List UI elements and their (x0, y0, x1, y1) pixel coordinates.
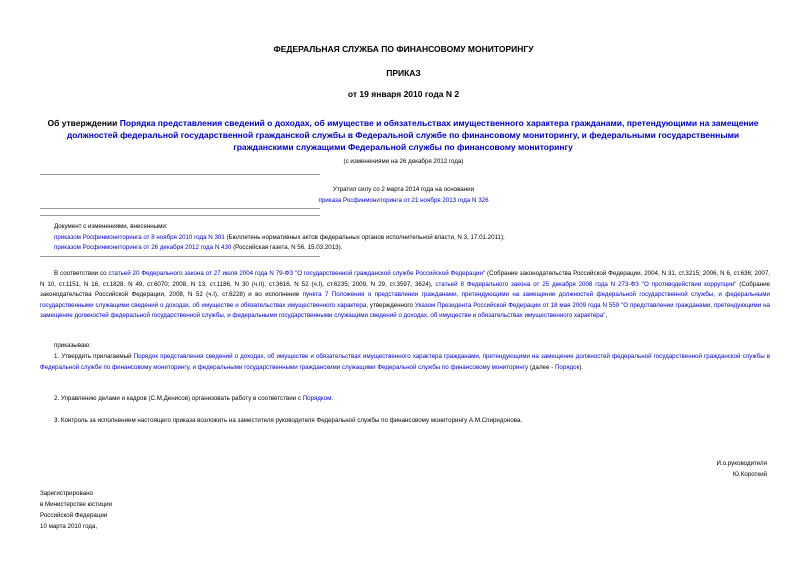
doc-date-number: от 19 января 2010 года N 2 (347, 89, 460, 99)
item-text: 2. Управлению делами и кадров (С.М.Денисов) организовать работу в соответствии с (54, 395, 303, 402)
amendment-link[interactable]: приказом Росфинмониторинга от 26 декабря 2012 года N 430 (54, 244, 232, 251)
procedure-link[interactable]: Порядок представления сведений о доходах, об имуществе и обязательствах имущественного характера гражданами, претендующими на замещение должностей федеральной государственной гражданской службы в Федеральной службе по финансовому мониторингу, и федеральными государственными гражданскими служащими Федеральной службы по финансовому мониторингу (40, 353, 771, 371)
item-text: 1. Утвердить прилагаемый (54, 353, 134, 360)
law-link[interactable]: статьей 20 Федерального закона от 27 июля 2004 года N 79-ФЗ "О государственной гражданской службе Российской Федерации" (108, 270, 486, 277)
changes-note: (с изменениями на 26 декабря 2012 года) (343, 158, 464, 165)
signer-position: И.о.руководителя (716, 460, 767, 467)
preamble-text: В соответствии со (54, 270, 109, 277)
divider (40, 174, 320, 175)
order-item-1 (40, 352, 770, 373)
registration-line: Российской Федерации (40, 512, 108, 519)
order-word: приказываю: (54, 342, 91, 349)
title-link[interactable]: Порядка представления сведений о доходах, об имуществе и обязательствах имущественного характера гражданами, претендующими на замещение должностей федеральной государственной гражданской службы в Федеральной службе по финансовому мониторингу, и федеральными государственными гражданскими служащими Федеральной службы по финансовому мониторингу (66, 118, 759, 152)
lost-force-link[interactable]: приказа Росфинмониторинга от 21 ноября 2013 года N 326 (318, 197, 489, 204)
doc-title (42, 117, 764, 153)
order-item-3 (40, 416, 770, 427)
preamble-text: (Собрание законодательства Российской Федерации, 2008, N 52 (ч.I), ст.6228) и во исполнение (40, 280, 770, 299)
divider (40, 208, 320, 209)
amendments-block (54, 222, 774, 254)
divider (40, 215, 320, 216)
amendment-source: (Российская газета, N 56, 15.03.2013). (231, 244, 343, 251)
law-link[interactable]: статьей 8 Федерального закона от 25 декабря 2008 года N 273-ФЗ "О противодействии коррупции" (435, 280, 737, 288)
signature-block (716, 459, 767, 480)
agency-name: ФЕДЕРАЛЬНАЯ СЛУЖБА ПО ФИНАНСОВОМУ МОНИТОРИНГУ (273, 44, 534, 54)
divider (40, 256, 320, 257)
decree-link[interactable]: Указом Президента Российской Федерации от 18 мая 2009 года N 559 "О представлении гражданами, претендующими на замещение должностей федеральной государственной службы, и федеральными государственными служащими сведений о доходах, об имуществе и обязательствах имущественного характера" (40, 301, 770, 320)
procedure-ref-link[interactable]: Порядком (302, 395, 332, 402)
registration-line: Зарегистрировано (40, 490, 93, 497)
preamble-text: (Собрание законодательства Российской Федерации, 2004, N 31, ст.3215; 2006, N 6, ст.636; 2007, N 10, ст.1151, N 16, ст.1828, N 49, ст.6070; 2008, N 13, ст.1186, N 30 (ч.II), ст.3616, N 52 (ч.I), ст.6235; 2009, N 29, ст.3597, 3624), (40, 270, 770, 288)
item-text: (далее - (528, 363, 555, 371)
preamble-text: , (605, 312, 608, 320)
amendments-heading: Документ с изменениями, внесенными: (54, 223, 168, 230)
item-text: 3. Контроль за исполнением настоящего приказа возложить на заместителя руководителя Федеральной службы по финансовому мониторингу А.М.Спиридонова. (54, 417, 523, 424)
law-link[interactable]: пункта 7 Положения о представлении гражданами, претендующими на замещение должностей федеральной государственной службы, и федеральными государственными служащими сведений о доходах, об имуществе и обязательствах имущественного характера (40, 291, 770, 309)
signer-name: Ю.Короткий (732, 470, 767, 478)
preamble (40, 269, 770, 322)
lost-force-text: Утратил силу со 2 марта 2014 года на основании (332, 186, 475, 193)
procedure-short-link[interactable]: Порядок (554, 363, 580, 371)
amendment-item (54, 233, 774, 244)
item-text: ). (579, 363, 584, 371)
item-text: . (331, 395, 334, 402)
preamble-text: , утвержденного (366, 301, 415, 309)
amendment-source: (Бюллетень нормативных актов федеральных органов исполнительной власти, N 3, 17.01.2011); (224, 233, 505, 241)
lost-force-note (0, 184, 807, 206)
registration-line: в Министерстве юстиции (40, 501, 113, 508)
doc-type: ПРИКАЗ (386, 68, 421, 78)
order-item-2 (40, 394, 770, 405)
title-prefix: Об утверждении (47, 118, 120, 128)
amendment-link[interactable]: приказом Росфинмониторинга от 8 ноября 2010 года N 301 (54, 233, 225, 241)
registration-line: 10 марта 2010 года, (40, 523, 98, 530)
amendment-item (54, 243, 774, 254)
registration-block (40, 488, 112, 532)
